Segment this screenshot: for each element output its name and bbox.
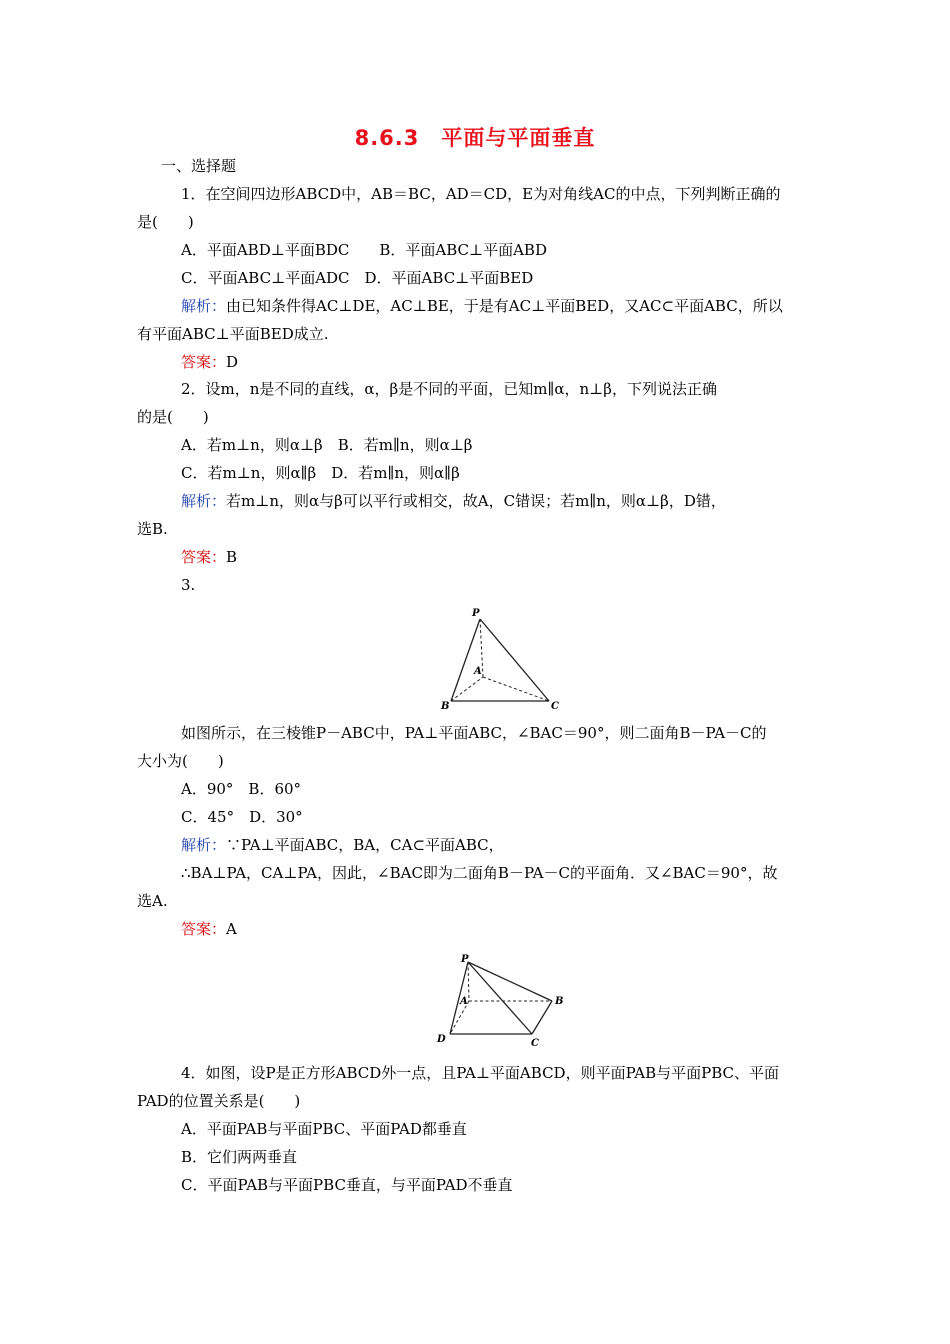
q3-answer-label: 答案： [181, 920, 227, 938]
q3-analysis-line2: ∴BA⊥PA，CA⊥PA，因此，∠BAC即为二面角B－PA－C的平面角．又∠BAC＝90°，故 [181, 864, 778, 882]
q3-options-line2: C．45° D．30° [181, 808, 303, 826]
vertex-b-label: B [441, 701, 450, 712]
q3-analysis-label: 解析： [181, 836, 227, 854]
q1-analysis-line2: 有平面ABC⊥平面BED成立. [137, 325, 329, 343]
q1-analysis [181, 296, 783, 316]
q2-analysis [181, 491, 726, 511]
q2-stem-line1: 2．设m，n是不同的直线，α，β是不同的平面，已知m∥α，n⊥β，下列说法正确 [181, 380, 717, 398]
q4-stem-line1: 4．如图，设P是正方形ABCD外一点，且PA⊥平面ABCD，则平面PAB与平面PBC、平面 [181, 1064, 780, 1082]
q2-analysis-label: 解析： [181, 492, 227, 510]
q3-answer [181, 919, 237, 939]
q3-answer-value: A [226, 920, 237, 938]
q1-answer-value: D [226, 353, 239, 371]
q1-options-line2: C．平面ABC⊥平面ADC D．平面ABC⊥平面BED [181, 269, 534, 287]
q4-option-a: A．平面PAB与平面PBC、平面PAD都垂直 [181, 1120, 467, 1138]
q3-pyramid-figure [436, 604, 566, 714]
q2-analysis-text: 若m⊥n，则α与β可以平行或相交，故A，C错误；若m∥n，则α⊥β，D错， [226, 492, 726, 510]
q3-stem-line1: 如图所示，在三棱锥P－ABC中，PA⊥平面ABC，∠BAC＝90°，则二面角B－PA－C的 [181, 724, 767, 742]
q4-option-c: C．平面PAB与平面PBC垂直，与平面PAD不垂直 [181, 1176, 513, 1194]
q2-answer-label: 答案： [181, 548, 227, 566]
q3-analysis-text: ∵PA⊥平面ABC，BA，CA⊂平面ABC， [226, 836, 504, 854]
q4-option-b: B．它们两两垂直 [181, 1148, 298, 1166]
vertex-a-label: A [474, 666, 482, 677]
page-title: 8.6.3 平面与平面垂直 [354, 126, 596, 150]
q3-analysis-line3: 选A. [137, 892, 168, 910]
q2-analysis-line2: 选B. [137, 520, 168, 538]
q4-stem-line2: PAD的位置关系是( ) [137, 1092, 301, 1110]
q4-pyramid-diagram [431, 950, 571, 1050]
q2-answer-value: B [226, 548, 238, 566]
q1-stem-line1: 1．在空间四边形ABCD中，AB＝BC，AD＝CD，E为对角线AC的中点，下列判断正确的 [181, 185, 781, 203]
vertex-a-label: A [460, 996, 468, 1007]
q1-answer-label: 答案： [181, 353, 227, 371]
q3-stem-line2: 大小为( ) [137, 752, 224, 770]
q3-options-line1: A．90° B．60° [181, 780, 302, 798]
q2-options-line2: C．若m⊥n，则α∥β D．若m∥n，则α∥β [181, 464, 460, 482]
q1-stem-line2: 是( ) [137, 213, 194, 231]
edge-pa [468, 962, 469, 1001]
q1-analysis-label: 解析： [181, 297, 227, 315]
vertex-c-label: C [531, 1038, 539, 1049]
q2-answer [181, 547, 237, 567]
q2-options-line1: A．若m⊥n，则α⊥β B．若m∥n，则α⊥β [181, 436, 473, 454]
vertex-p-label: P [461, 954, 469, 965]
edge-pb [451, 619, 480, 701]
vertex-d-label: D [437, 1034, 446, 1045]
q3-pyramid-diagram [436, 604, 566, 714]
edge-pb [468, 962, 552, 1001]
q2-stem-line2: 的是( ) [137, 408, 209, 426]
section-heading: 一、选择题 [161, 157, 237, 175]
q1-answer [181, 352, 238, 372]
q1-options-line1: A．平面ABD⊥平面BDC B．平面ABC⊥平面ABD [181, 241, 547, 259]
q3-number: 3. [181, 576, 196, 594]
q1-analysis-text: 由已知条件得AC⊥DE，AC⊥BE，于是有AC⊥平面BED，又AC⊂平面ABC，所以 [226, 297, 783, 315]
vertex-b-label: B [555, 996, 564, 1007]
vertex-c-label: C [551, 701, 559, 712]
edge-pc [468, 962, 532, 1034]
edge-cb [532, 1001, 552, 1034]
vertex-p-label: P [472, 608, 480, 619]
q4-pyramid-figure [431, 950, 571, 1050]
q3-analysis [181, 835, 504, 855]
